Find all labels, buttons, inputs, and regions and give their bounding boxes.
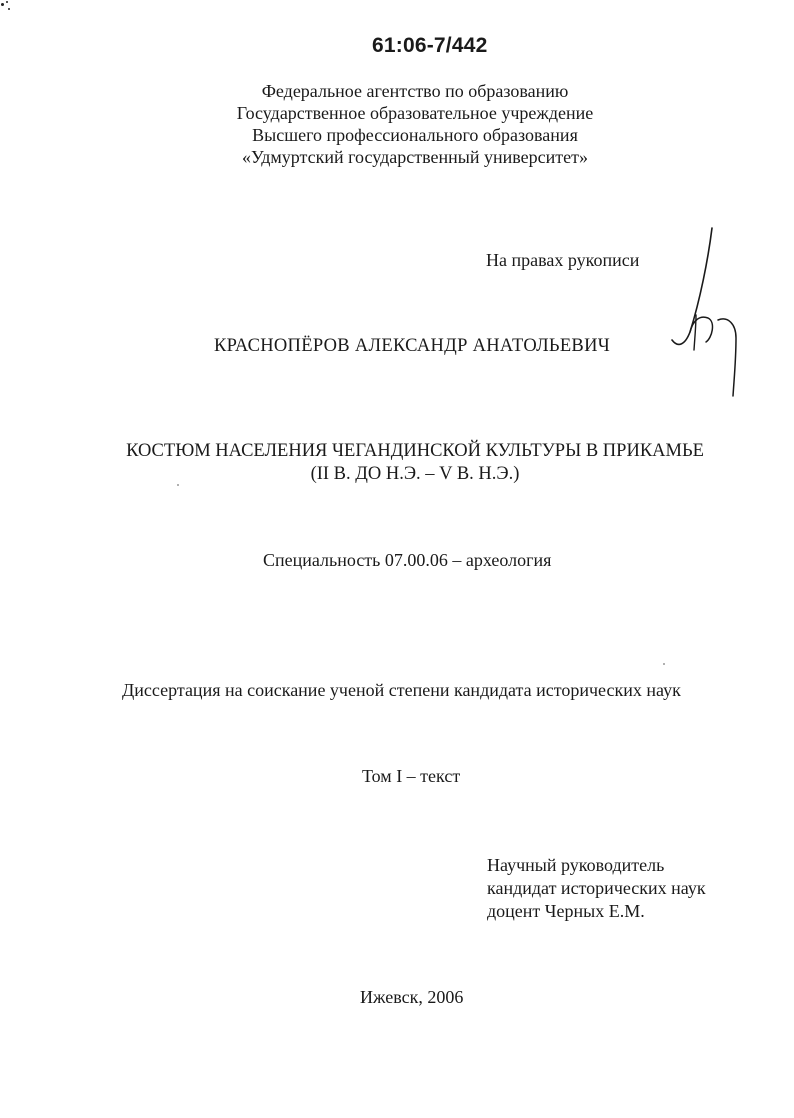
author-name: КРАСНОПЁРОВ АЛЕКСАНДР АНАТОЛЬЕВИЧ xyxy=(214,336,611,356)
scan-speck xyxy=(663,663,665,665)
dissertation-title xyxy=(100,440,730,486)
title-line: КОСТЮМ НАСЕЛЕНИЯ ЧЕГАНДИНСКОЙ КУЛЬТУРЫ В ПРИКАМЬЕ xyxy=(126,441,704,461)
title-subline: (II В. ДО Н.Э. – V В. Н.Э.) xyxy=(310,464,520,484)
organization-header xyxy=(200,80,630,168)
supervisor-block xyxy=(487,854,706,923)
supervisor-line: кандидат исторических наук xyxy=(487,878,706,898)
organization-line: Государственное образовательное учреждение xyxy=(236,103,594,123)
volume-label: Том I – текст xyxy=(362,766,461,786)
scan-speck xyxy=(177,484,179,486)
supervisor-line: доцент Черных Е.М. xyxy=(487,901,645,921)
signature-icon xyxy=(660,220,760,400)
organization-line: Федеральное агентство по образованию xyxy=(261,81,569,101)
supervisor-line: Научный руководитель xyxy=(487,855,665,875)
archive-code: 61:06-7/442 xyxy=(372,34,488,57)
organization-line: «Удмуртский государственный университет» xyxy=(242,147,588,167)
manuscript-rights: На правах рукописи xyxy=(486,250,640,270)
degree-statement: Диссертация на соискание ученой степени кандидата исторических наук xyxy=(122,680,681,700)
specialty: Специальность 07.00.06 – археология xyxy=(263,550,552,570)
place-year: Ижевск, 2006 xyxy=(360,987,464,1007)
scan-corner-mark xyxy=(0,0,12,12)
organization-line: Высшего профессионального образования xyxy=(252,125,578,145)
